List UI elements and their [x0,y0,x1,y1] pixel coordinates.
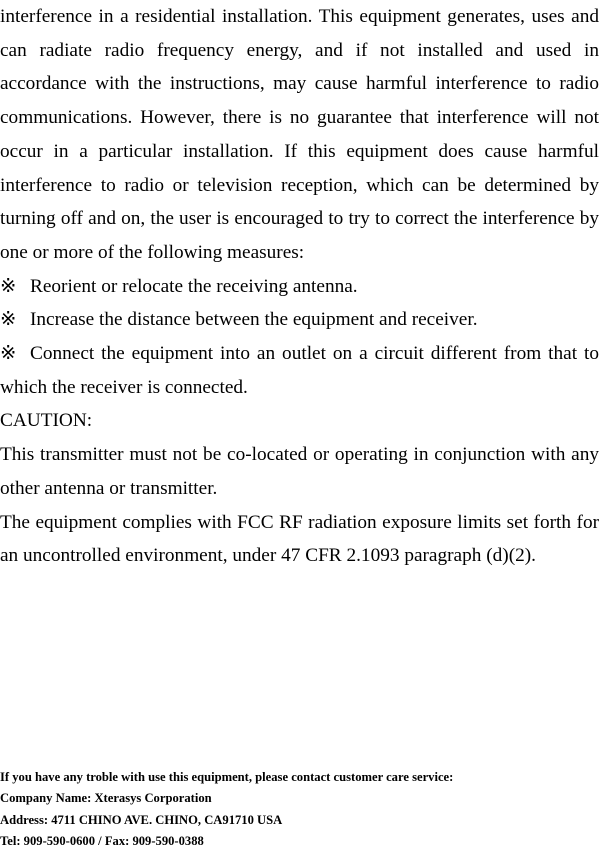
footer-company-line: Company Name: Xterasys Corporation [0,791,212,806]
reference-mark-icon: ※ [0,343,17,365]
footer-phone-line: Tel: 909-590-0600 / Fax: 909-590-0388 [0,833,204,848]
caution-heading: CAUTION: [0,410,93,432]
reference-mark-icon: ※ [0,309,17,331]
measure-item-outlet [0,337,599,404]
footer-address-line: Address: 4711 CHINO AVE. CHINO, CA91710 USA [0,812,283,827]
measure-item-reorient [0,270,599,304]
contact-footer [0,767,599,852]
measure-text: Increase the distance between the equipment and receiver. [30,309,478,331]
measure-text: Connect the equipment into an outlet on a circuit different from that to which the receiver is connected. [0,343,599,398]
reference-mark-icon: ※ [0,275,17,297]
footer-contact-line: If you have any troble with use this equipment, please contact customer care service: [0,770,454,784]
fcc-interference-paragraph: interference in a residential installation. This equipment generates, uses and can radiate radio frequency energy, and if not installed and used in accordance with the instructions, may cause harmful interference to radio communications. However, there is no guarantee that interference will not occur in a particular installation. If this equipment does cause harmful interference to radio or television reception, which can be determined by turning off and on, the user is encouraged to try to correct the interference by one or more of the following measures: [0,6,599,263]
measure-item-distance [0,303,599,337]
transmitter-colocation-paragraph: This transmitter must not be co-located or operating in conjunction with any other antenna or transmitter. [0,444,599,499]
measure-text: Reorient or relocate the receiving antenna. [30,275,358,297]
rf-exposure-paragraph: The equipment complies with FCC RF radiation exposure limits set forth for an uncontrolled environment, under 47 CFR 2.1093 paragraph (d)(2). [0,511,599,567]
